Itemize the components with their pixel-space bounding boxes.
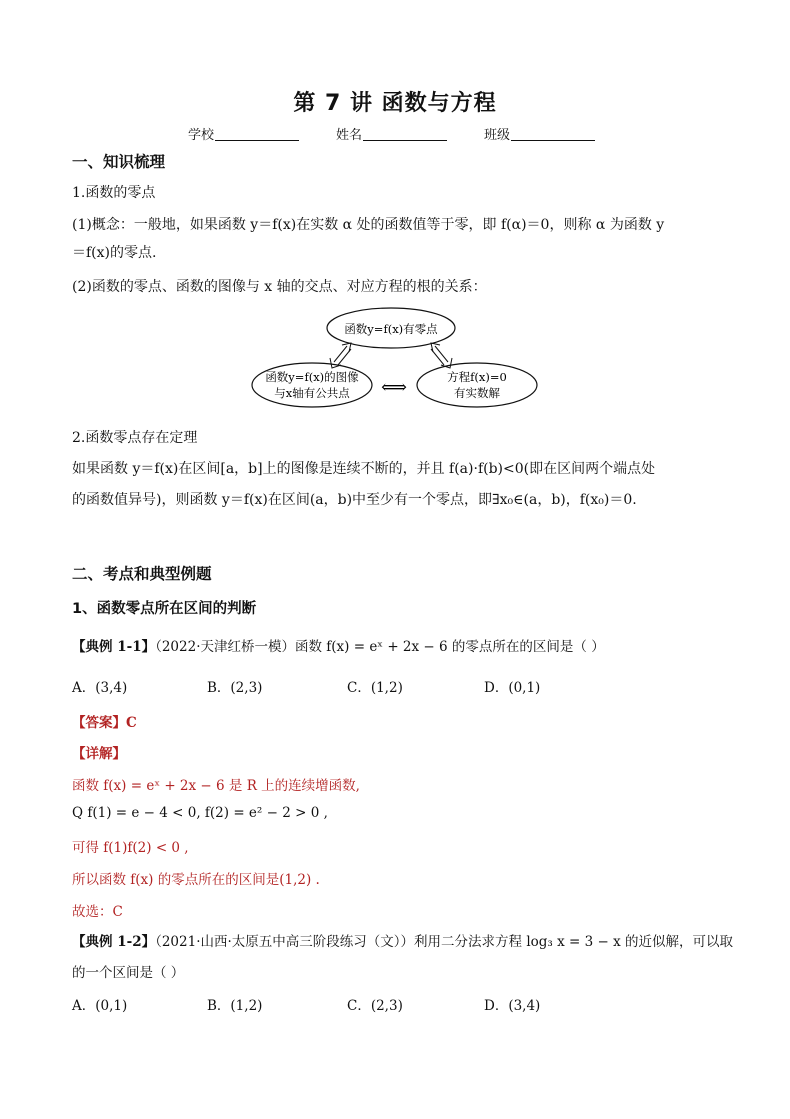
- theorem-line2: 的函数值异号)，则函数 y＝f(x)在区间(a，b)中至少有一个零点，即∃x₀∈(a，b)，f(x₀)＝0.: [72, 492, 637, 508]
- double-arrow-right-diagonal: [431, 343, 452, 368]
- ex1-detail-4: 所以函数 f(x) 的零点所在的区间是(1,2) .: [72, 872, 320, 888]
- ex1-detail-label: 【详解】: [72, 746, 126, 762]
- ex1-detail-2: Q f(1) = e − 4 < 0, f(2) = e² − 2 > 0 ,: [72, 805, 328, 821]
- relation-diagram: [250, 305, 550, 415]
- ex1-answer: 【答案】C: [72, 715, 137, 731]
- example-1-1-label: 【典例 1-1】: [72, 639, 156, 655]
- ex2-option-d: D．(3,4): [484, 998, 541, 1014]
- concept-line1: (1)概念：一般地，如果函数 y＝f(x)在实数 α 处的函数值等于零，即 f(α)＝0，则称 α 为函数 y: [72, 217, 665, 233]
- ex1-option-c: C．(1,2): [347, 680, 403, 696]
- section2-heading: 二、考点和典型例题: [72, 565, 212, 583]
- example-1-2-label: 【典例 1-2】: [72, 934, 156, 950]
- theorem-title: 2.函数零点存在定理: [72, 430, 198, 446]
- page-title: 第 7 讲 函数与方程: [293, 91, 497, 116]
- ex1-option-d: D．(0,1): [484, 680, 541, 696]
- section1-heading: 一、知识梳理: [72, 153, 166, 171]
- name-field: [336, 124, 447, 143]
- right-ellipse-text2: 有实数解: [454, 386, 500, 400]
- ex2-option-b: B．(1,2): [207, 998, 263, 1014]
- relation-text: (2)函数的零点、函数的图像与 x 轴的交点、对应方程的根的关系：: [72, 279, 487, 295]
- school-field: [188, 124, 299, 143]
- ex1-detail-3: 可得 f(1)f(2) < 0 ,: [72, 840, 189, 856]
- school-blank: [215, 127, 299, 141]
- example-1-1: [72, 635, 605, 655]
- top-ellipse-text: 函数y=f(x)有零点: [344, 322, 438, 336]
- ex1-option-a: A．(3,4): [72, 680, 128, 696]
- class-blank: [511, 127, 595, 141]
- theorem-line1: 如果函数 y＝f(x)在区间[a，b]上的图像是连续不断的，并且 f(a)·f(b)<0(即在区间两个端点处: [72, 461, 656, 477]
- subsection1-heading: 1、函数零点所在区间的判断: [72, 601, 257, 617]
- name-blank: [363, 127, 447, 141]
- class-field: [484, 124, 595, 143]
- left-ellipse-text1: 函数y=f(x)的图像: [265, 370, 359, 384]
- double-arrow-horizontal: ⟺: [381, 377, 407, 398]
- example-1-2-line2: 的一个区间是（ ）: [72, 965, 185, 981]
- ex1-option-b: B．(2,3): [207, 680, 263, 696]
- ex2-option-a: A．(0,1): [72, 998, 128, 1014]
- school-label: 学校: [188, 128, 215, 143]
- left-ellipse-text2: 与x轴有公共点: [274, 386, 350, 400]
- concept-line2: ＝f(x)的零点.: [72, 245, 157, 261]
- example-1-2-text1: （2021·山西·太原五中高三阶段练习（文））利用二分法求方程 log₃ x = 3 − x 的近似解，可以取: [155, 934, 734, 950]
- class-label: 班级: [484, 128, 511, 143]
- right-ellipse-text1: 方程f(x)=0: [447, 370, 507, 384]
- example-1-1-text: （2022·天津红桥一模）函数 f(x) = eˣ + 2x − 6 的零点所在的区间是（ ）: [155, 639, 605, 655]
- name-label: 姓名: [336, 128, 363, 143]
- ex1-detail-1: 函数 f(x) = eˣ + 2x − 6 是 R 上的连续增函数,: [72, 778, 360, 794]
- zero-point-title: 1.函数的零点: [72, 185, 156, 201]
- example-1-2-line1: [72, 930, 733, 950]
- ex2-option-c: C．(2,3): [347, 998, 403, 1014]
- ex1-detail-5: 故选：C: [72, 904, 123, 920]
